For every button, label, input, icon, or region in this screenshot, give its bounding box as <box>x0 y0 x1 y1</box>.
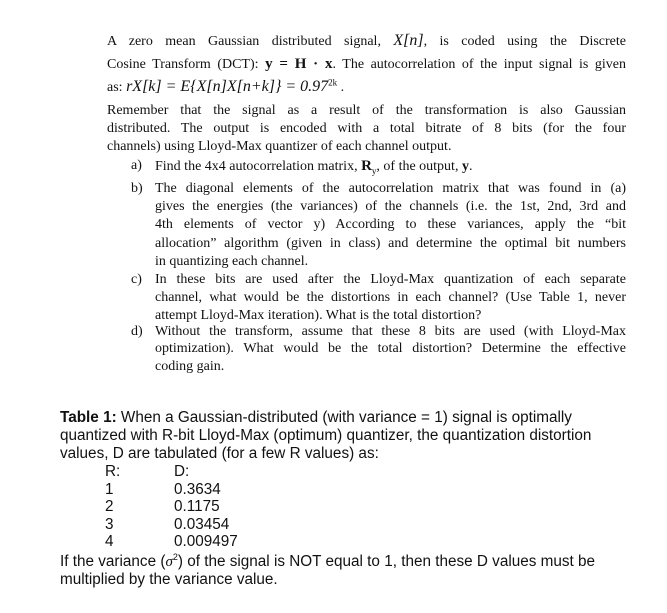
question-d-line: optimization). What would be the total distortion? Determine the effective <box>155 341 626 356</box>
text: . <box>340 80 345 95</box>
table-cell-d: 0.1175 <box>174 498 220 515</box>
question-b-line: The diagonal elements of the autocorrelation matrix that was found in (a) <box>155 181 626 196</box>
intro-line-3 <box>107 79 344 96</box>
math-autocorrelation: rX[k] = E{X[n]X[n+k]} = 0.97 <box>126 78 329 95</box>
text: When a Gaussian-distributed (with variance = 1) signal is optimally <box>116 409 572 426</box>
text: . The autocorrelation of the input signal is given <box>332 57 627 72</box>
text: Cosine Transform (DCT): <box>107 57 259 72</box>
question-c-line: In these bits are used after the Lloyd-Max quantization of each separate <box>155 272 626 287</box>
question-b-line: 4th elements of vector y) According to these variances, apply the “bit <box>155 217 626 232</box>
question-c-label: c) <box>131 272 142 287</box>
text: , of the output, <box>376 159 459 174</box>
table-caption-title: Table 1: <box>60 409 117 426</box>
table-cell-d: 0.03454 <box>174 516 230 533</box>
intro-p2-line: channels) using Lloyd-Max quantizer of each channel output. <box>107 139 452 154</box>
question-b-line: allocation” algorithm (given in class) and determine the optimal bit numbers <box>155 236 626 251</box>
math-dct-equation: y = H · x <box>265 56 333 72</box>
table-cell-d: 0.3634 <box>174 481 221 498</box>
math-exponent: 2k <box>328 77 338 88</box>
intro-line-1 <box>107 33 626 50</box>
question-d-line: coding gain. <box>155 359 225 374</box>
intro-p2-line: Remember that the signal as a result of the transformation is also Gaussian <box>107 103 626 118</box>
math-sub: y <box>371 165 377 176</box>
text: A zero mean Gaussian distributed signal, <box>107 34 381 49</box>
question-b-label: b) <box>131 181 143 196</box>
math-sigma: σ <box>165 554 173 570</box>
table-cell-r: 4 <box>105 533 114 550</box>
table-caption-line-1 <box>60 409 572 426</box>
intro-line-2 <box>107 56 626 73</box>
question-a-label: a) <box>131 158 142 173</box>
table-cell-r: 3 <box>105 516 114 533</box>
text: If the variance ( <box>60 553 166 570</box>
question-c-line: channel, what would be the distortions in each channel? (Use Table 1, never <box>155 290 626 305</box>
math-y: y <box>461 159 469 174</box>
question-c-line: attempt Lloyd-Max iteration). What is the total distortion? <box>155 308 482 323</box>
table-cell-r: 2 <box>105 498 114 515</box>
table-cell-r: 1 <box>105 481 114 498</box>
question-b-line: in quantizing each channel. <box>155 254 309 269</box>
question-a-text <box>155 158 472 175</box>
table-header-r: R: <box>105 463 121 480</box>
text: as: <box>107 80 123 95</box>
question-b-line: gives the energies (the variances) of the channels (i.e. the 1st, 2nd, 3rd and <box>155 199 626 214</box>
math-x-n: X[n] <box>393 32 424 49</box>
math-R: R <box>361 158 372 174</box>
table-header-d: D: <box>174 463 190 480</box>
text: . <box>468 159 473 174</box>
text: Find the 4x4 autocorrelation matrix, <box>155 159 358 174</box>
question-d-label: d) <box>131 324 143 339</box>
table-caption-line-3: values, D are tabulated (for a few R values) as: <box>60 445 379 462</box>
math-exponent: 2 <box>172 551 178 562</box>
table-note-line-1 <box>60 553 595 571</box>
table-cell-d: 0.009497 <box>174 533 238 550</box>
intro-p2-line: distributed. The output is encoded with a total bitrate of 8 bits (for the four <box>107 121 626 136</box>
text: , is coded using the Discrete <box>423 34 627 49</box>
question-d-line: Without the transform, assume that these 8 bits are used (with Lloyd-Max <box>155 324 626 339</box>
table-note-line-2: multiplied by the variance value. <box>60 571 278 588</box>
text: ) of the signal is NOT equal to 1, then these D values must be <box>177 553 596 570</box>
table-caption-line-2: quantized with R-bit Lloyd-Max (optimum) quantizer, the quantization distortion <box>60 427 592 444</box>
